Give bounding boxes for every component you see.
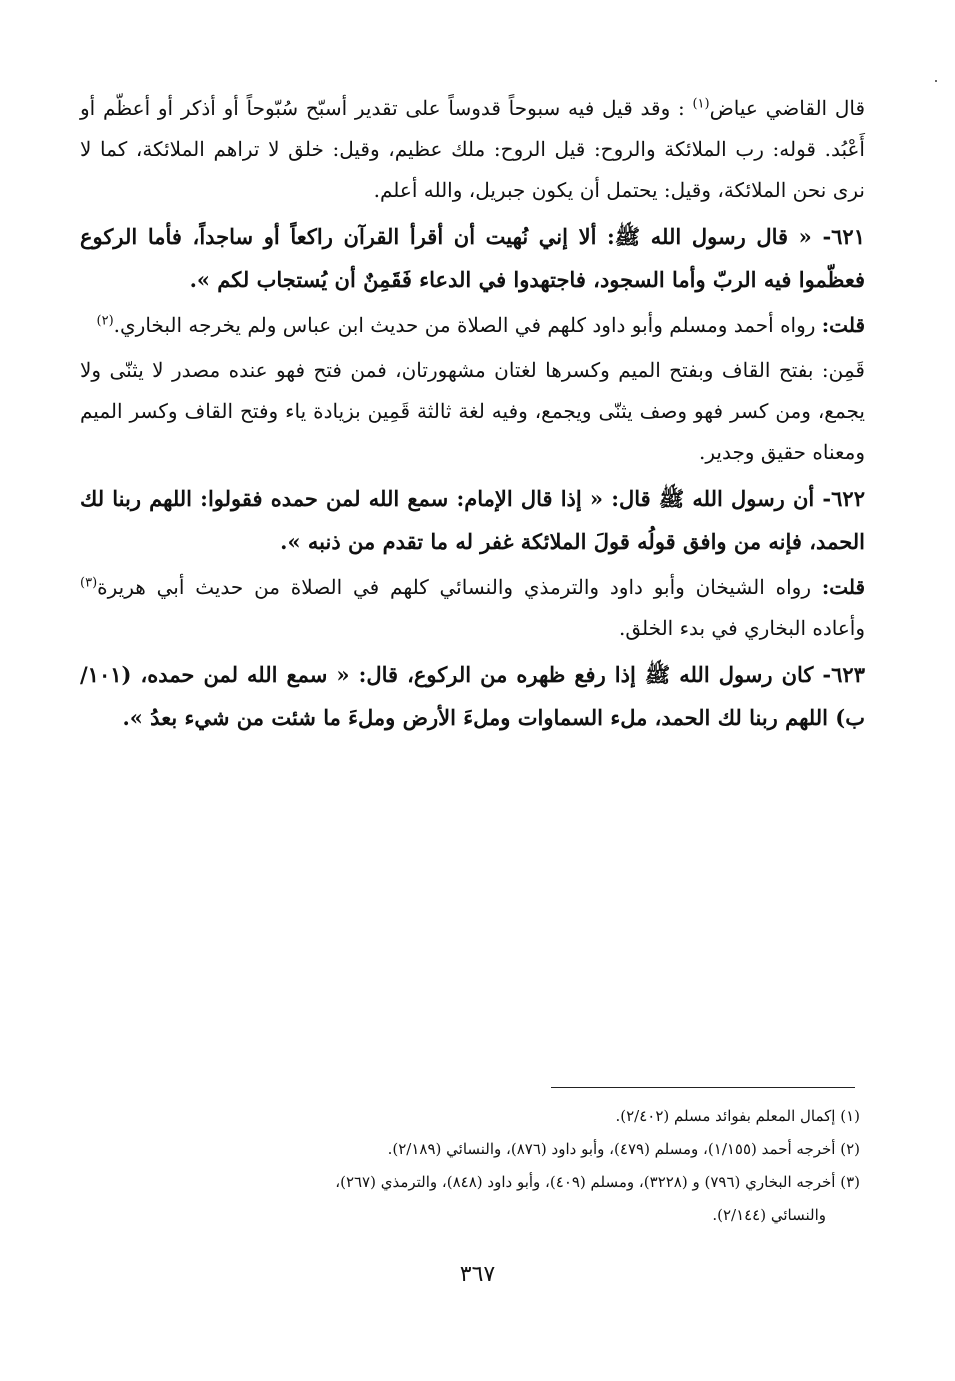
scan-speck xyxy=(935,80,937,82)
qamin-explanation: قَمِن: بفتح القاف وبفتح الميم وكسرها لغتان مشهورتان، فمن فتح فهو عنده مصدر لا يثنّى ولا يجمع، ومن كسر فهو وصف يثنّى ويجمع، وفيه لغة ثالثة قَمِين بزيادة ياء وفتح القاف وكسر الميم ومعناه حقيق وجدير. xyxy=(80,358,865,465)
footnote-divider xyxy=(551,1087,855,1088)
footnote-1: (١) إكمال المعلم بفوائد مسلم (٢/٤٠٢). xyxy=(615,1107,860,1125)
qult-label: قلت: xyxy=(821,575,866,600)
commentary-621 xyxy=(80,305,865,346)
commentary-paragraph-iyad xyxy=(80,88,865,211)
hadith-621: ٦٢١- « قال رسول الله ﷺ: ألا إني نُهيت أن أقرأ القرآن راكعاً أو ساجداً، فأما الركوع فعظّموا فيه الربّ وأما السجود، فاجتهدوا في الدعاء فَقَمِنٌ أن يُستجاب لكم ». xyxy=(80,224,865,293)
text-segment: قال القاضي عياض xyxy=(709,96,866,120)
footnote-3-continuation: والنسائي (٢/١٤٤). xyxy=(712,1206,826,1224)
text-segment: وأعاده البخاري في بدء الخلق. xyxy=(619,616,865,641)
page-number: ٣٦٧ xyxy=(459,1262,496,1287)
footnote-ref-2[interactable]: (٢) xyxy=(96,313,114,329)
text-segment: رواه الشيخان وأبو داود والترمذي والنسائي كلهم في الصلاة من حديث أبي هريرة xyxy=(97,575,811,600)
footnote-ref-3[interactable]: (٣) xyxy=(80,575,98,591)
footnote-2: (٢) أخرجه أحمد (١/١٥٥)، ومسلم (٤٧٩)، وأبو داود (٨٧٦)، والنسائي (٢/١٨٩). xyxy=(387,1140,860,1158)
qult-label: قلت: xyxy=(821,313,865,338)
footnotes xyxy=(80,1100,860,1232)
text-segment: : وقد قيل فيه سبوحاً قدوساً على تقدير أسبّح سُبّوحاً أو أذكر أو أعظّم أو أَعْبُد. قوله: رب الملائكة والروح: قيل الروح: ملك عظيم، وقيل: خلق لا تراهم الملائكة، كما لا نرى نحن الملائكة، وقيل: يحتمل أن يكون جبريل، والله أعلم. xyxy=(80,96,865,202)
commentary-622 xyxy=(80,567,865,649)
footnote-ref-1[interactable]: (١) xyxy=(692,96,710,112)
main-text xyxy=(80,88,865,743)
hadith-622: ٦٢٢- أن رسول الله ﷺ قال: « إذا قال الإمام: سمع الله لمن حمده فقولوا: اللهم ربنا لك الحمد، فإنه من وافق قولُه قولَ الملائكة غفر له ما تقدم من ذنبه ». xyxy=(80,486,865,555)
hadith-623: ٦٢٣- كان رسول الله ﷺ إذا رفع ظهره من الركوع، قال: « سمع الله لمن حمده، (١٠١/ب) اللهم ربنا لك الحمد، ملء السماوات وملءَ الأرض وملءَ ما شئت من شيء بعدُ ». xyxy=(80,662,865,731)
footnote-3: (٣) أخرجه البخاري (٧٩٦) و (٣٢٢٨)، ومسلم (٤٠٩)، وأبو داود (٨٤٨)، والترمذي (٢٦٧)، xyxy=(335,1173,860,1191)
text-segment: رواه أحمد ومسلم وأبو داود كلهم في الصلاة من حديث ابن عباس ولم يخرجه البخاري. xyxy=(113,313,816,338)
